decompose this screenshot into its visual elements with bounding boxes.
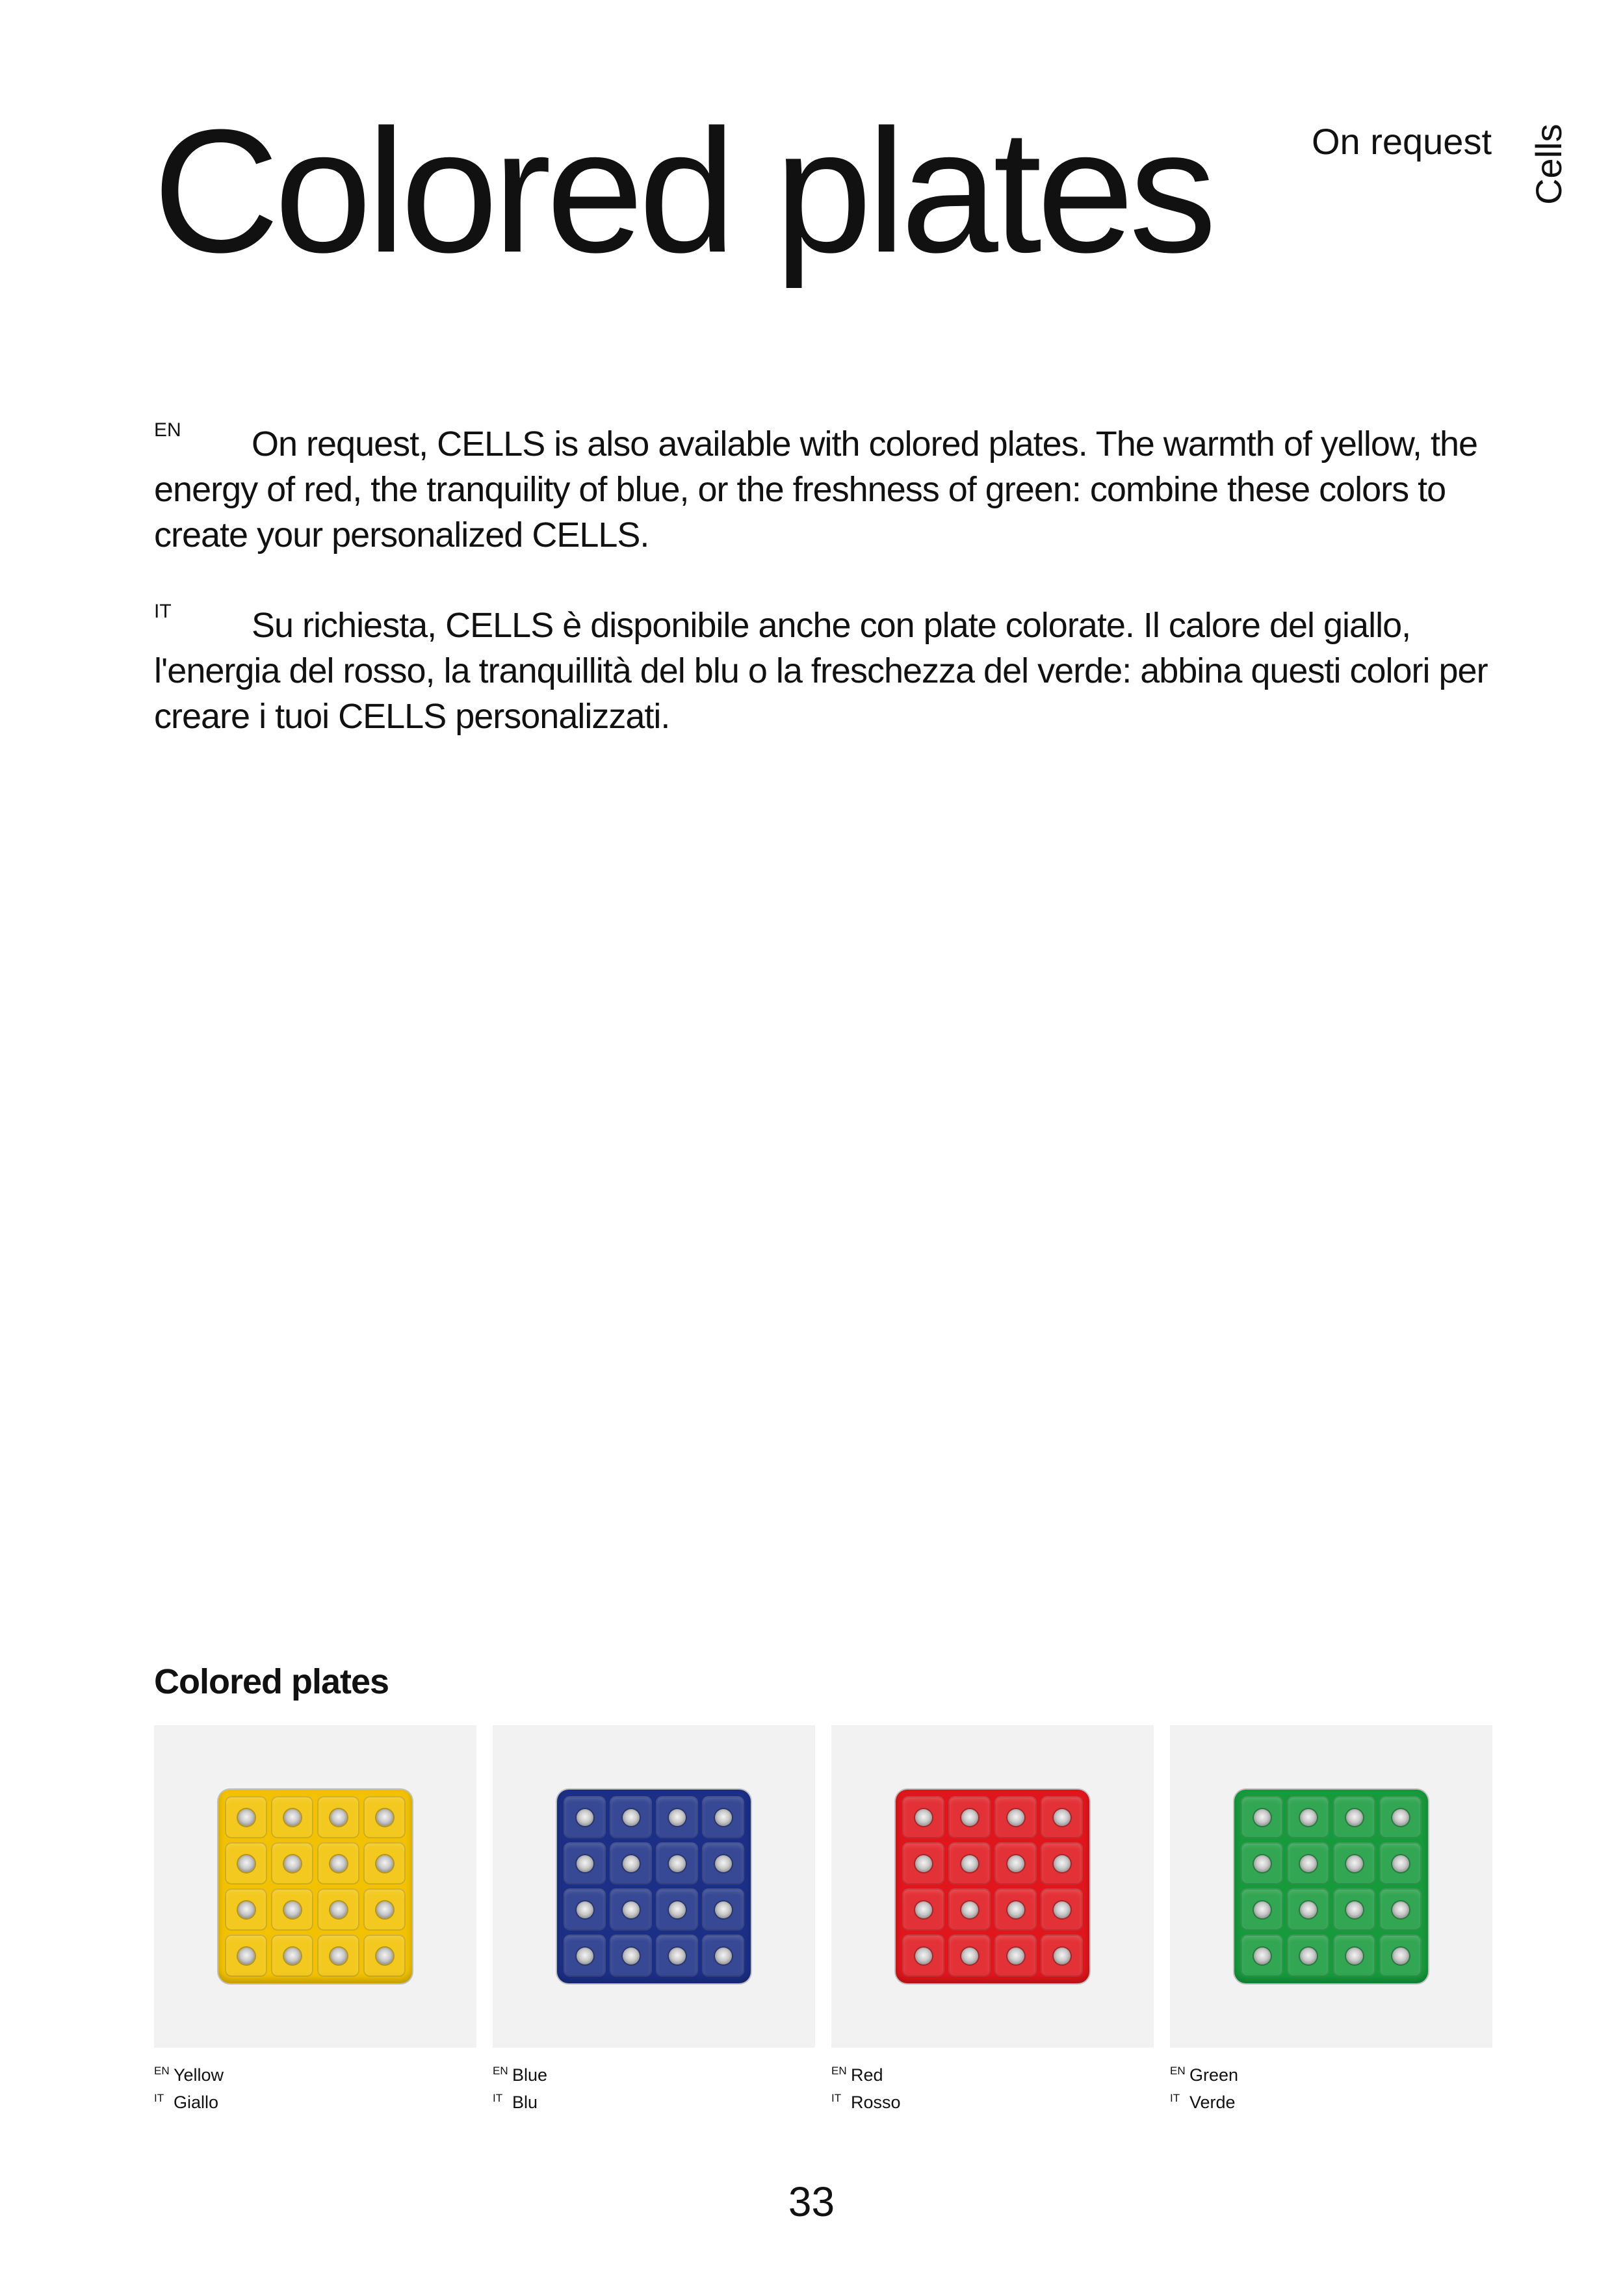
led-icon [238,1948,255,1964]
plate-cell [225,1888,267,1931]
led-icon [669,1855,686,1872]
intro-text-it: Su richiesta, CELLS è disponibile anche con plate colorate. Il calore del giallo, l'energia del rosso, la tranquillità del blu o la freschezza del verde: abbina questi colori per creare i tuoi CELLS personalizzati. [154,606,1488,736]
plate-cell [948,1935,991,1977]
caption-en-label: Red [851,2065,883,2085]
plate-cell [902,1796,944,1838]
led-icon [915,1855,932,1872]
plate-cell [317,1935,359,1977]
plate-cell [656,1935,698,1977]
plate-cell [363,1935,406,1977]
language-tag-it: IT [154,601,172,622]
led-icon [376,1809,393,1826]
plate-cell [610,1796,652,1838]
plate-cell [948,1796,991,1838]
led-icon [1007,1948,1024,1964]
plate-cell [363,1842,406,1885]
led-icon [238,1855,255,1872]
plate-cell [1041,1842,1083,1885]
caption-it-tag: IT [831,2092,842,2104]
plate-cell [902,1935,944,1977]
swatch-caption [493,2059,815,2114]
led-icon [1054,1855,1071,1872]
caption-en-row [493,2059,815,2087]
led-icon [669,1948,686,1964]
plate-cell [271,1935,313,1977]
led-icon [284,1948,301,1964]
led-icon [1054,1901,1071,1918]
plate-cell [564,1888,606,1931]
led-icon [1392,1855,1409,1872]
plate-cell [1287,1842,1329,1885]
led-icon [1392,1948,1409,1964]
swatch-tile [493,1725,815,2114]
intro-paragraph-it [154,589,1493,739]
plate-cell [994,1888,1037,1931]
plate-cell [564,1796,606,1838]
plate-cell [1333,1796,1375,1838]
plate-cell [271,1842,313,1885]
caption-en-tag: EN [154,2065,170,2077]
plate-cell [225,1935,267,1977]
led-icon [577,1809,593,1826]
caption-it-row [154,2087,476,2114]
side-tab-label: Cells [1528,124,1569,205]
plate-cell [948,1842,991,1885]
led-icon [1300,1901,1317,1918]
led-icon [1346,1855,1363,1872]
plate-cell [1379,1842,1422,1885]
led-icon [961,1855,978,1872]
led-icon [284,1809,301,1826]
led-icon [669,1809,686,1826]
caption-en-row [831,2059,1154,2087]
plate-cell [656,1842,698,1885]
plate-cell [317,1796,359,1838]
plate-cell [1333,1888,1375,1931]
plate-cell [363,1796,406,1838]
plate-cell [1287,1796,1329,1838]
plate-cell [610,1888,652,1931]
plate-cell [610,1935,652,1977]
led-icon [1254,1855,1271,1872]
swatch-caption [831,2059,1154,2114]
caption-it-label: Verde [1189,2093,1236,2112]
swatch-tile [154,1725,476,2114]
led-icon [1254,1901,1271,1918]
swatch-tile [1170,1725,1492,2114]
led-icon [623,1901,640,1918]
led-icon [1392,1809,1409,1826]
plate-cell [1241,1796,1283,1838]
caption-en-tag: EN [1170,2065,1186,2077]
plate-cell [225,1842,267,1885]
led-icon [330,1809,347,1826]
swatch-caption [154,2059,476,2114]
caption-en-row [1170,2059,1492,2087]
led-icon [284,1855,301,1872]
led-icon [577,1948,593,1964]
swatch-background [493,1725,815,2048]
plate-cell [1379,1888,1422,1931]
swatch-caption [1170,2059,1492,2114]
led-icon [1300,1809,1317,1826]
led-icon [1007,1901,1024,1918]
led-icon [623,1855,640,1872]
led-icon [330,1855,347,1872]
plate-cell [1241,1935,1283,1977]
plate-cell [902,1888,944,1931]
plate-cell [656,1796,698,1838]
led-icon [715,1948,732,1964]
plate-cell [948,1888,991,1931]
plate-cell [702,1796,744,1838]
plate-cell [994,1796,1037,1838]
led-icon [376,1948,393,1964]
swatch-tile [831,1725,1154,2114]
plate-cell [702,1888,744,1931]
caption-en-tag: EN [831,2065,847,2077]
caption-en-label: Blue [512,2065,548,2085]
caption-it-row [831,2087,1154,2114]
plate-cell [702,1842,744,1885]
led-icon [376,1855,393,1872]
plate-cell [225,1796,267,1838]
plate-cell [1379,1935,1422,1977]
swatch-background [154,1725,476,2048]
led-icon [1007,1809,1024,1826]
led-icon [1054,1948,1071,1964]
led-icon [1300,1948,1317,1964]
led-icon [915,1901,932,1918]
caption-it-label: Rosso [851,2093,901,2112]
swatch-background [1170,1725,1492,2048]
led-icon [577,1901,593,1918]
plate-cell [1041,1796,1083,1838]
plate-cell [363,1888,406,1931]
plate-cell [610,1842,652,1885]
led-icon [238,1809,255,1826]
plate-cell [1333,1842,1375,1885]
led-icon [915,1948,932,1964]
caption-it-row [1170,2087,1492,2114]
led-icon [1392,1901,1409,1918]
swatches-title: Colored plates [154,1662,389,1701]
plate-cell [656,1888,698,1931]
yellow-plate-icon [218,1790,412,1983]
led-icon [1346,1901,1363,1918]
led-icon [330,1901,347,1918]
plate-cell [702,1935,744,1977]
caption-en-label: Green [1189,2065,1239,2085]
plate-cell [271,1796,313,1838]
led-icon [715,1855,732,1872]
intro-text-en: On request, CELLS is also available with colored plates. The warmth of yellow, the energy of red, the tranquility of blue, or the freshness of green: combine these colors to create your personalized CELLS. [154,424,1478,554]
led-icon [1346,1948,1363,1964]
plate-cell [1287,1935,1329,1977]
page-number: 33 [788,2178,835,2225]
plate-cell [1241,1888,1283,1931]
led-icon [1007,1855,1024,1872]
led-icon [715,1809,732,1826]
plate-cell [564,1842,606,1885]
led-icon [284,1901,301,1918]
caption-it-label: Giallo [174,2093,219,2112]
led-icon [669,1901,686,1918]
led-icon [623,1809,640,1826]
caption-it-tag: IT [1170,2092,1180,2104]
plate-cell [1041,1935,1083,1977]
blue-plate-icon [557,1790,751,1983]
plate-cell [1041,1888,1083,1931]
plate-cell [902,1842,944,1885]
green-plate-icon [1234,1790,1428,1983]
caption-it-tag: IT [154,2092,164,2104]
color-swatch-grid [154,1725,1492,2114]
plate-cell [994,1935,1037,1977]
led-icon [961,1948,978,1964]
led-icon [330,1948,347,1964]
led-icon [1254,1809,1271,1826]
caption-en-tag: EN [493,2065,508,2077]
led-icon [1346,1809,1363,1826]
plate-cell [564,1935,606,1977]
plate-cell [317,1842,359,1885]
plate-cell [271,1888,313,1931]
led-icon [623,1948,640,1964]
language-tag-en: EN [154,419,181,441]
caption-it-row [493,2087,815,2114]
led-icon [376,1901,393,1918]
plate-cell [994,1842,1037,1885]
led-icon [577,1855,593,1872]
red-plate-icon [896,1790,1089,1983]
led-icon [1054,1809,1071,1826]
led-icon [961,1809,978,1826]
page-title: Colored plates [153,94,1212,289]
section-subtitle: On request [1311,121,1492,162]
swatch-background [831,1725,1154,2048]
caption-en-row [154,2059,476,2087]
plate-cell [1241,1842,1283,1885]
plate-cell [1333,1935,1375,1977]
led-icon [1300,1855,1317,1872]
led-icon [915,1809,932,1826]
caption-it-label: Blu [512,2093,538,2112]
led-icon [961,1901,978,1918]
caption-it-tag: IT [493,2092,503,2104]
caption-en-label: Yellow [174,2065,224,2085]
plate-cell [1379,1796,1422,1838]
intro-paragraph-en [154,408,1493,558]
led-icon [715,1901,732,1918]
plate-cell [317,1888,359,1931]
plate-cell [1287,1888,1329,1931]
led-icon [238,1901,255,1918]
led-icon [1254,1948,1271,1964]
